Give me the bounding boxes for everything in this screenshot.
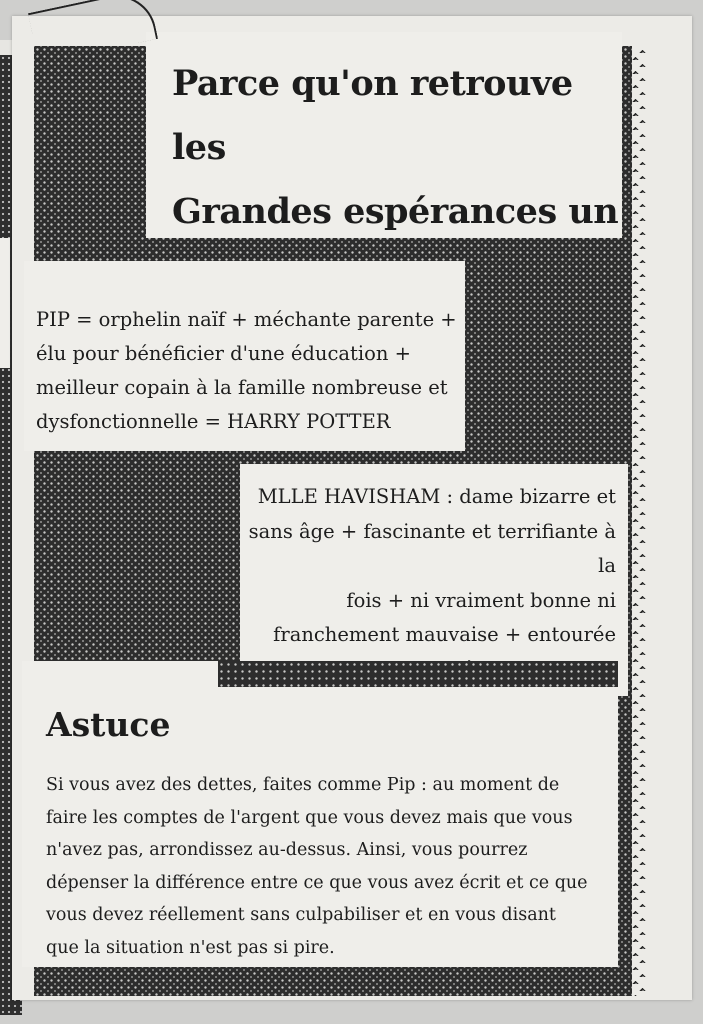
tip-line: n'avez pas, arrondissez au-dessus. Ainsi, vous pourrez xyxy=(46,840,528,860)
zine-page xyxy=(12,16,692,1000)
pip-line: PIP = orphelin naïf + méchante parente + xyxy=(36,308,457,331)
tip-line: Si vous avez des dettes, faites comme Pip : au moment de xyxy=(46,775,560,795)
tip-box-notch xyxy=(218,661,618,687)
tip-heading: Astuce xyxy=(46,705,171,744)
tip-line: faire les comptes de l'argent que vous devez mais que vous xyxy=(46,807,573,828)
tip-text xyxy=(46,769,606,964)
havisham-line: fois + ni vraiment bonne ni xyxy=(346,588,616,612)
title-line: Parce qu'on retrouve les xyxy=(172,63,573,168)
previous-page-cutout xyxy=(0,238,10,368)
pip-text xyxy=(36,303,465,439)
havisham-line: sans âge + fascinante et terrifiante à la xyxy=(248,519,616,577)
pip-harry-potter-box xyxy=(24,261,465,451)
tip-line: dépenser la différence entre ce que vous avez écrit et ce que xyxy=(46,872,588,893)
tip-box xyxy=(22,661,618,967)
havisham-line: franchement mauvaise + entourée xyxy=(273,623,616,646)
havisham-line: MLLE HAVISHAM : dame bizarre et xyxy=(257,485,616,508)
pip-line: élu pour bénéficier d'une éducation + xyxy=(36,342,411,365)
title-box xyxy=(146,32,622,238)
title-line: Grandes espérances un xyxy=(172,191,619,232)
tip-line: que la situation n'est pas si pire. xyxy=(46,937,335,958)
pip-line: dysfonctionnelle = HARRY POTTER xyxy=(36,410,391,433)
tip-line: vous devez réellement sans culpabiliser et en vous disant xyxy=(46,905,556,925)
pinked-edge xyxy=(632,46,646,996)
pip-line: meilleur copain à la famille nombreuse et xyxy=(36,376,448,399)
